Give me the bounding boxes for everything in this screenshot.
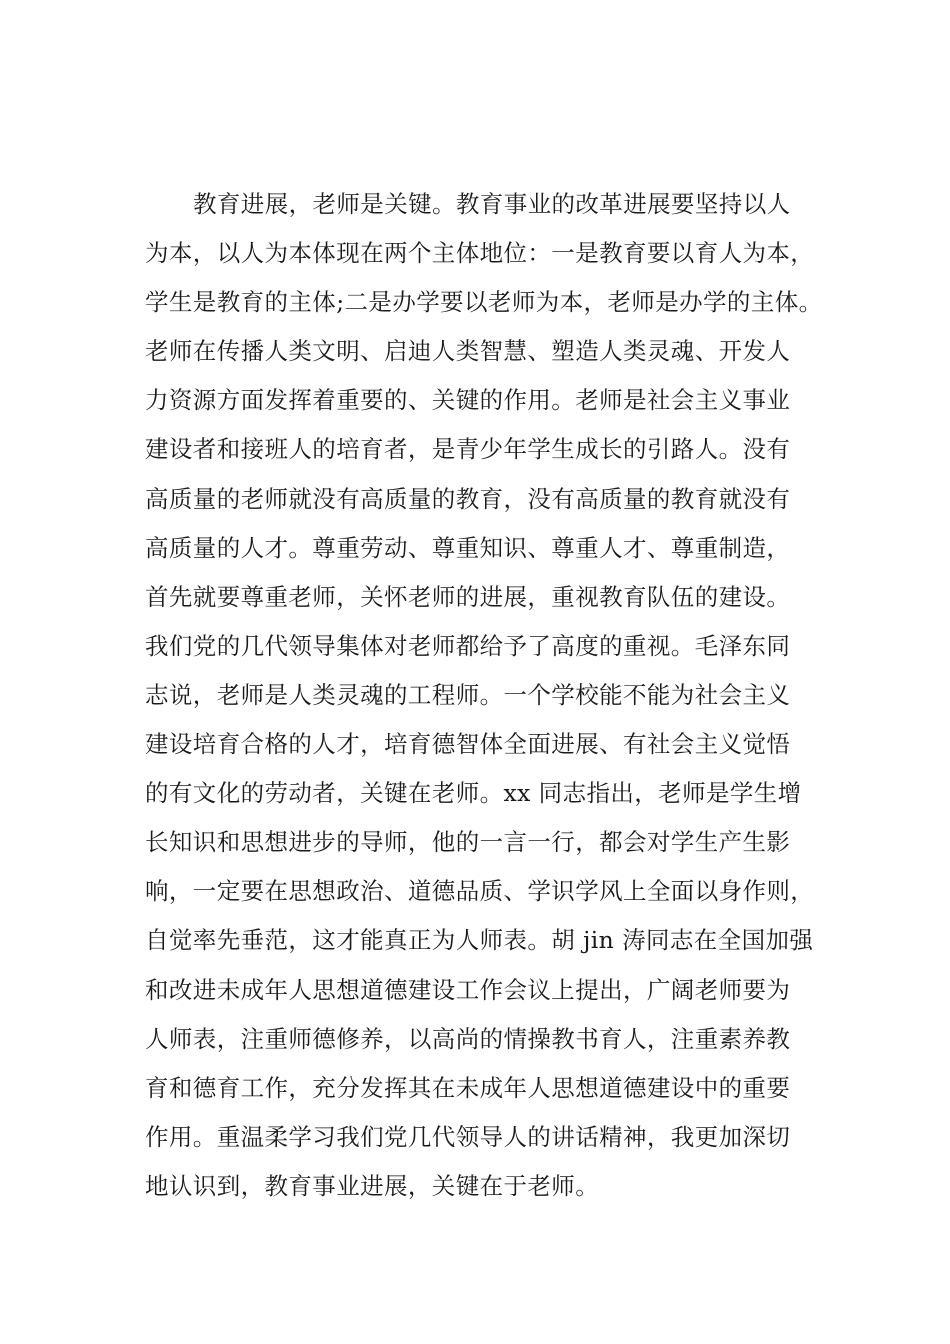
body-paragraph: [145, 180, 825, 1211]
text-line: 长知识和思想进步的导师，他的一言一行，都会对学生产生影: [145, 828, 791, 857]
text-line: 的有文化的劳动者，关键在老师。xx 同志指出，老师是学生增: [145, 779, 802, 808]
text-line: 育和德育工作，充分发挥其在未成年人思想道德建设中的重要: [145, 1073, 791, 1102]
text-line: 自觉率先垂范，这才能真正为人师表。胡 jin 涛同志在全国加强: [145, 926, 814, 955]
text-line: 和改进未成年人思想道德建设工作会议上提出，广阔老师要为: [145, 975, 791, 1004]
text-line: 教育进展，老师是关键。教育事业的改革进展要坚持以人: [193, 190, 791, 218]
text-line: 地认识到，教育事业进展，关键在于老师。: [145, 1171, 600, 1200]
text-line: 我们党的几代领导集体对老师都给予了高度的重视。毛泽东同: [145, 631, 791, 660]
text-line: 力资源方面发挥着重要的、关键的作用。老师是社会主义事业: [145, 386, 791, 415]
text-line: 首先就要尊重老师，关怀老师的进展，重视教育队伍的建设。: [145, 582, 791, 611]
text-line: 建设培育合格的人才，培育德智体全面进展、有社会主义觉悟: [145, 730, 791, 759]
text-line: 高质量的老师就没有高质量的教育，没有高质量的教育就没有: [145, 484, 791, 513]
text-line: 高质量的人才。尊重劳动、尊重知识、尊重人才、尊重制造，: [145, 533, 791, 562]
text-line: 老师在传播人类文明、启迪人类智慧、塑造人类灵魂、开发人: [145, 337, 791, 366]
text-line: 建设者和接班人的培育者，是青少年学生成长的引路人。没有: [145, 435, 791, 464]
text-line: 响，一定要在思想政治、道德品质、学识学风上全面以身作则，: [145, 877, 815, 906]
text-line: 志说，老师是人类灵魂的工程师。一个学校能不能为社会主义: [145, 680, 791, 709]
text-line: 作用。重温柔学习我们党几代领导人的讲话精神，我更加深切: [145, 1122, 791, 1151]
text-line: 为本，以人为本体现在两个主体地位：一是教育要以育人为本，: [145, 239, 815, 268]
text-line: 学生是教育的主体;二是办学要以老师为本，老师是办学的主体。: [145, 288, 823, 317]
text-line: 人师表，注重师德修养，以高尚的情操教书育人，注重素养教: [145, 1024, 791, 1053]
